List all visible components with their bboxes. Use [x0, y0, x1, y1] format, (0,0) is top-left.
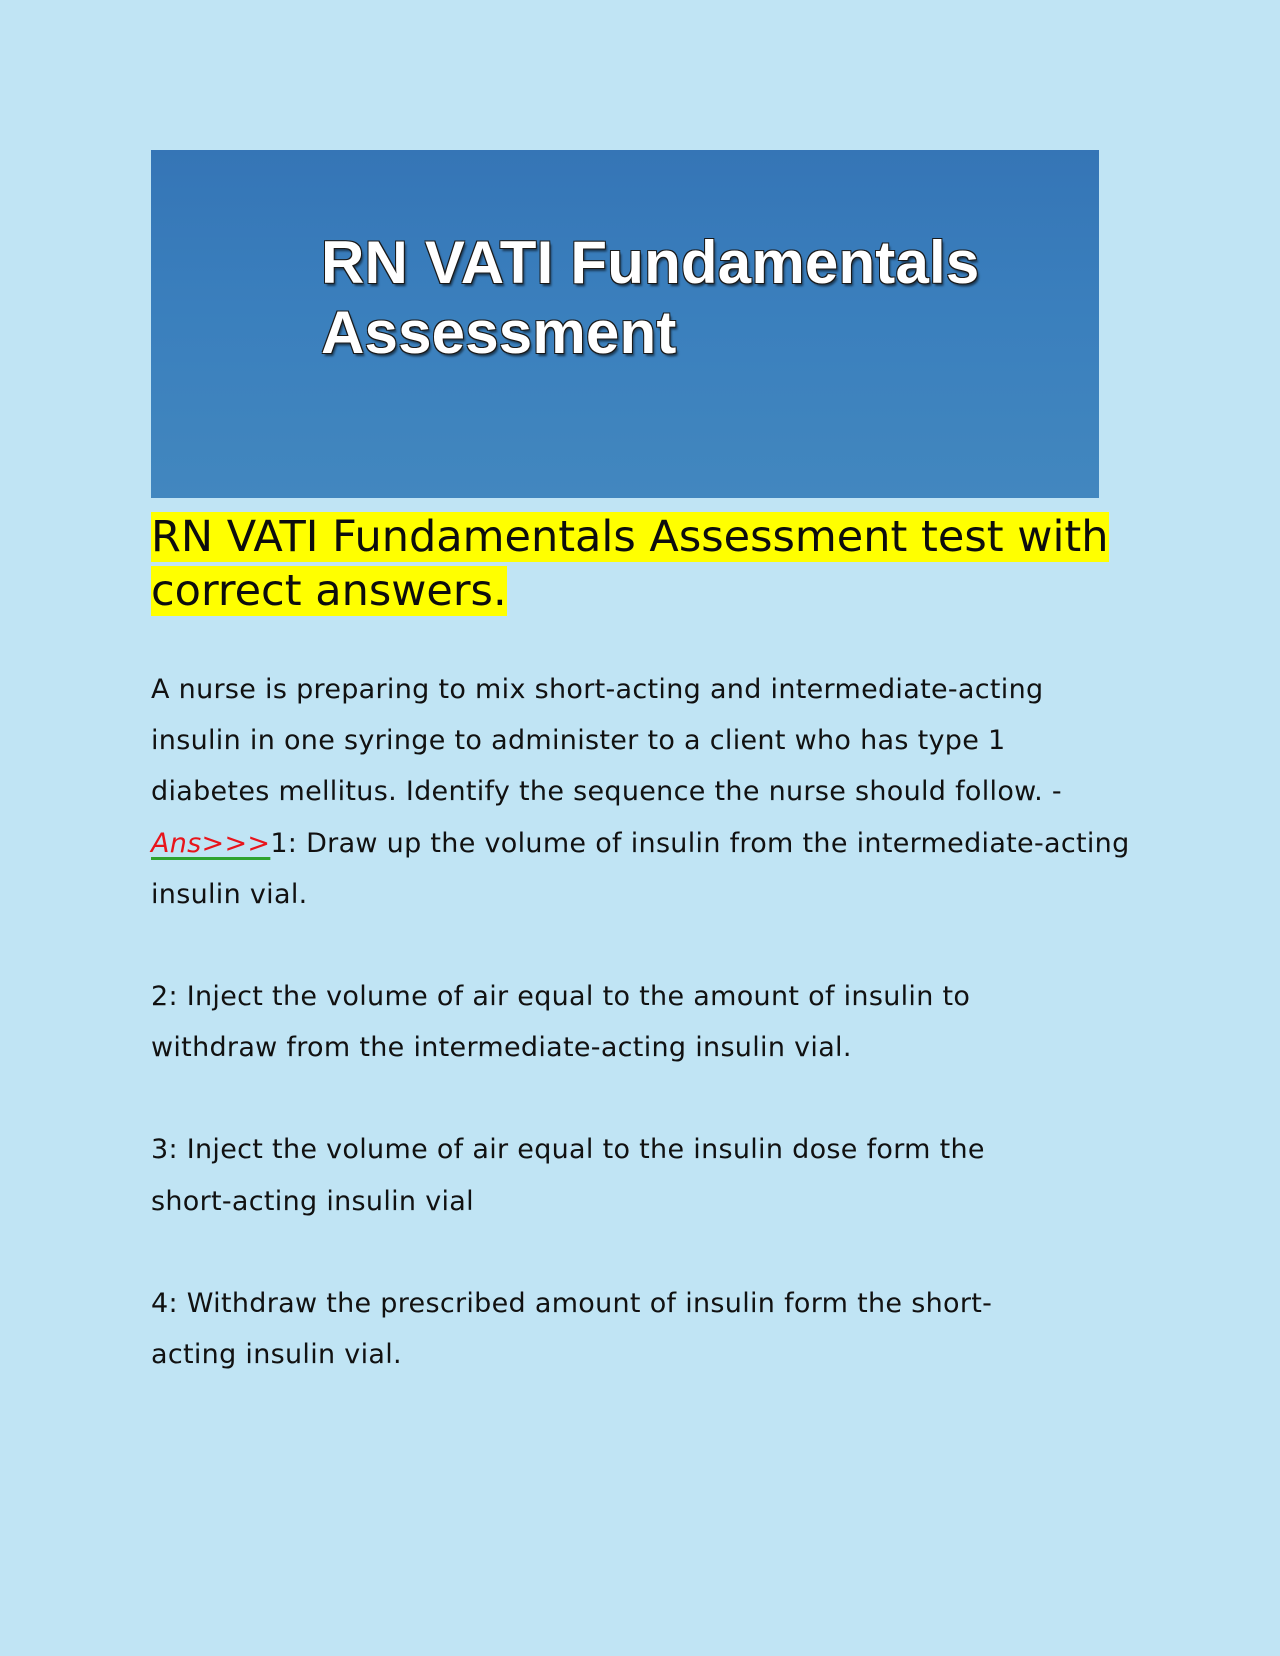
- title-banner: [151, 150, 1099, 498]
- answer-step-2: 2: Inject the volume of air equal to the amount of insulin to withdraw from the intermediate-acting insulin vial.: [151, 981, 971, 1064]
- document-page: [151, 150, 1131, 1380]
- answer-step-1: 1: Draw up the volume of insulin from the intermediate-acting insulin vial.: [151, 827, 1130, 910]
- banner-title-line-2: Assessment: [321, 299, 677, 366]
- banner-title-line-1: RN VATI Fundamentals: [321, 229, 980, 296]
- answer-step-3: 3: Inject the volume of air equal to the insulin dose form the short-acting insulin vial: [151, 1134, 985, 1217]
- question-paragraph: [151, 664, 1131, 920]
- banner-title: [321, 228, 980, 368]
- highlighted-heading-text: RN VATI Fundamentals Assessment test with correct answers.: [151, 512, 1109, 616]
- answer-step-4: 4: Withdraw the prescribed amount of insulin form the short-acting insulin vial.: [151, 1287, 993, 1371]
- question-text: A nurse is preparing to mix short-acting and intermediate-acting insulin in one syringe to administer to a client who has type 1 diabetes mellitus. Identify the sequence the nurse should follow. -: [151, 674, 1062, 808]
- document-heading: [151, 510, 1131, 618]
- answer-marker: Ans>>>: [151, 827, 271, 859]
